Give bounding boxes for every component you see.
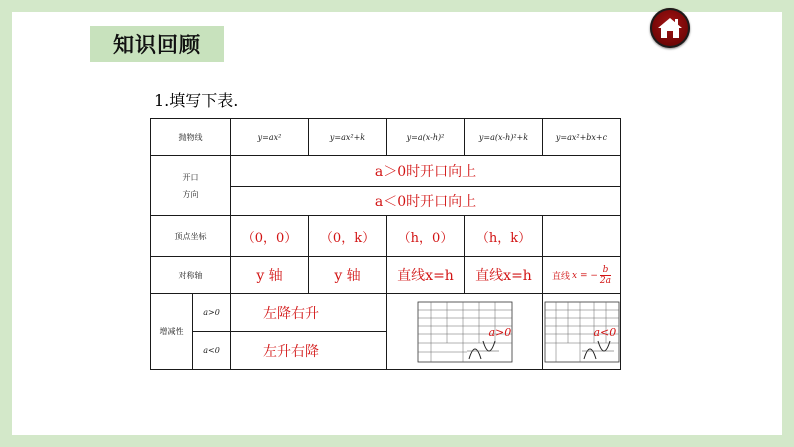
vertex-ax2k: （0，k） xyxy=(309,216,387,257)
axis-axh2k: 直线x=h xyxy=(465,257,543,294)
vertex-ax2: （0，0） xyxy=(231,216,309,257)
axis-formula-prefix: 直线 xyxy=(552,272,571,282)
axis-ax2k: y 轴 xyxy=(309,257,387,294)
vertex-axh2: （h，0） xyxy=(387,216,465,257)
monotonic-thumb-2-cell xyxy=(543,294,621,370)
header-row xyxy=(151,119,621,156)
axis-formula-num: b xyxy=(602,265,609,275)
vertex-label: 顶点坐标 xyxy=(151,216,231,257)
axis-row xyxy=(151,257,621,294)
col-header-axh2: y=a(x-h)² xyxy=(387,119,465,156)
monotonic-row-1 xyxy=(151,294,621,332)
monotonic-text-neg: 左升右降 xyxy=(231,332,387,370)
opening-positive: a＞0时开口向上 xyxy=(231,156,621,187)
opening-label-line1: 开口 xyxy=(182,172,199,182)
opening-label-line2: 方向 xyxy=(182,189,199,199)
monotonic-cond-pos: a>0 xyxy=(193,294,231,332)
axis-formula-den: 2a xyxy=(599,276,611,286)
slide xyxy=(12,12,782,435)
monotonic-text-pos: 左降右升 xyxy=(231,294,387,332)
home-icon xyxy=(657,16,683,40)
col-header-ax2: y=ax² xyxy=(231,119,309,156)
monotonic-thumb-1-cell xyxy=(387,294,543,370)
parabola-table xyxy=(150,118,621,370)
col-header-parabola: 抛物线 xyxy=(151,119,231,156)
thumbnail-2-label: a<0 xyxy=(593,325,617,339)
axis-label: 对称轴 xyxy=(151,257,231,294)
vertex-general xyxy=(543,216,621,257)
col-header-axh2k: y=a(x-h)²+k xyxy=(465,119,543,156)
vertex-axh2k: （h，k） xyxy=(465,216,543,257)
vertex-row xyxy=(151,216,621,257)
monotonic-label: 增减性 xyxy=(151,294,193,370)
opening-row-1 xyxy=(151,156,621,187)
axis-ax2: y 轴 xyxy=(231,257,309,294)
table-thumbnail-1 xyxy=(417,301,513,363)
thumbnail-1-label: a>0 xyxy=(488,325,512,339)
axis-formula xyxy=(552,265,611,286)
monotonic-cond-neg: a<0 xyxy=(193,332,231,370)
section-title: 知识回顾 xyxy=(90,26,224,62)
axis-general xyxy=(543,257,621,294)
col-header-ax2k: y=ax²+k xyxy=(309,119,387,156)
opening-negative: a＜0时开口向上 xyxy=(231,187,621,216)
question-title: 1.填写下表. xyxy=(154,91,239,110)
opening-label xyxy=(151,156,231,216)
axis-formula-fraction xyxy=(600,265,611,286)
col-header-general: y=ax²+bx+c xyxy=(543,119,621,156)
home-button[interactable] xyxy=(650,8,690,48)
axis-axh2: 直线x=h xyxy=(387,257,465,294)
table-thumbnail-2 xyxy=(544,301,620,363)
axis-formula-x: x = − xyxy=(572,270,598,281)
